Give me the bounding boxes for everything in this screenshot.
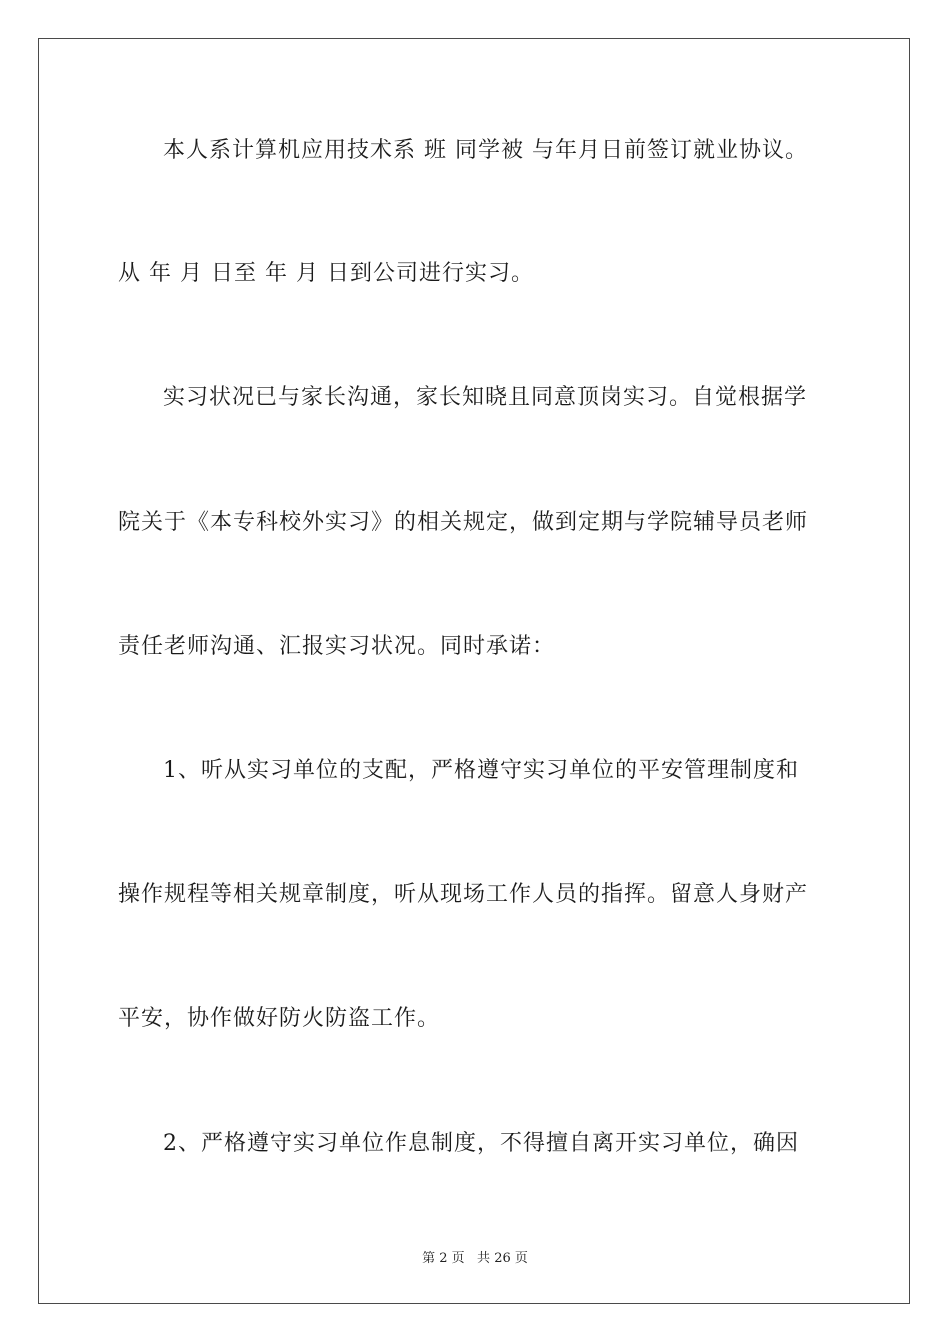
paragraph-line: 实习状况已与家长沟通，家长知晓且同意顶岗实习。自觉根据学 (163, 385, 808, 410)
paragraph-line: 平安，协作做好防火防盗工作。 (118, 1006, 441, 1031)
paragraph-line: 本人系计算机应用技术系 班 同学被 与年月日前签订就业协议。 (163, 138, 808, 163)
paragraph-line: 1、听从实习单位的支配，严格遵守实习单位的平安管理制度和 (163, 758, 799, 783)
paragraph-line: 责任老师沟通、汇报实习状况。同时承诺： (118, 634, 556, 659)
paragraph-line: 2、严格遵守实习单位作息制度，不得擅自离开实习单位，确因 (163, 1131, 799, 1156)
paragraph-line: 从 年 月 日至 年 月 日到公司进行实习。 (118, 261, 534, 286)
paragraph-line: 操作规程等相关规章制度，听从现场工作人员的指挥。留意人身财产 (118, 882, 809, 907)
page-number-footer: 第 2 页 共 26 页 (422, 1251, 528, 1266)
page-border (38, 38, 910, 1304)
paragraph-line: 院关于《本专科校外实习》的相关规定，做到定期与学院辅导员老师 (118, 510, 809, 535)
